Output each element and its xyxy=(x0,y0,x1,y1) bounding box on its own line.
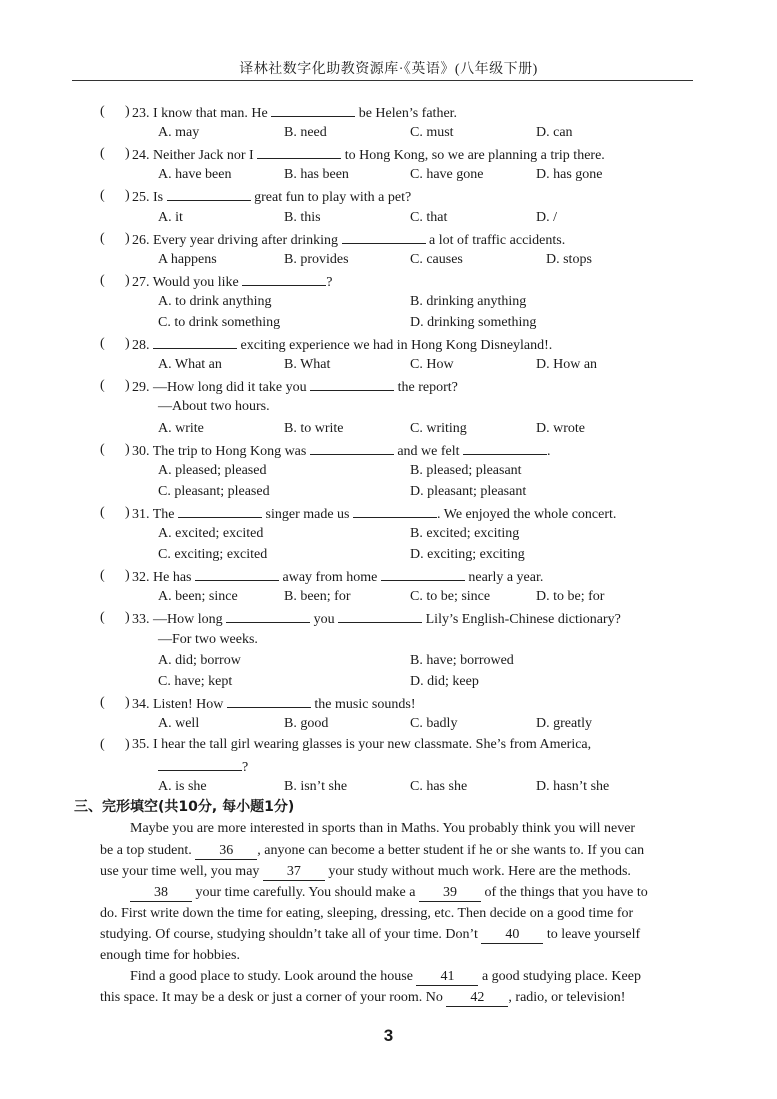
question-line-2 xyxy=(158,629,258,650)
question-32 xyxy=(100,565,700,586)
answer-blank[interactable] xyxy=(342,228,426,244)
option-d[interactable]: D. How an xyxy=(536,357,598,373)
question-text-post: nearly a year. xyxy=(464,570,544,586)
option-c[interactable]: C. causes xyxy=(410,251,463,267)
question-line-2 xyxy=(158,755,248,778)
question-33 xyxy=(100,607,700,628)
cloze-blank[interactable]: 36 xyxy=(195,843,257,860)
question-dot: . xyxy=(146,506,153,522)
option-a[interactable]: A. What an xyxy=(158,357,222,373)
text: your study without much work. Here are the methods. xyxy=(324,863,631,879)
question-text xyxy=(132,565,543,588)
question-reply: —For two weeks. xyxy=(158,631,258,647)
question-text xyxy=(132,101,457,124)
option-b[interactable]: B. provides xyxy=(284,251,349,267)
question-25 xyxy=(100,185,700,206)
question-27 xyxy=(100,270,700,291)
text: studying. Of course, studying shouldn’t take all of your time. Don’t xyxy=(100,926,482,942)
question-text-pre: Is xyxy=(153,190,167,206)
option-d[interactable]: D. to be; for xyxy=(536,589,605,605)
text: use your time well, you may xyxy=(100,863,263,879)
answer-paren-close: ) xyxy=(125,504,130,520)
option-c[interactable]: C. have gone xyxy=(410,167,484,183)
option-c[interactable]: C. must xyxy=(410,125,454,141)
option-b[interactable]: B. isn’t she xyxy=(284,779,348,795)
answer-blank[interactable] xyxy=(153,333,237,349)
paragraph-text xyxy=(100,882,730,903)
paragraph-line xyxy=(100,861,700,882)
text: , radio, or television! xyxy=(508,990,626,1006)
answer-blank[interactable] xyxy=(310,439,394,455)
question-text-mid: away from home xyxy=(279,570,381,586)
option-a[interactable]: A. it xyxy=(158,209,183,225)
option-c[interactable]: C. pleasant; pleased xyxy=(158,483,270,499)
cloze-blank[interactable]: 39 xyxy=(419,885,481,902)
question-text-post: . xyxy=(547,443,551,459)
cloze-blank[interactable]: 40 xyxy=(481,927,543,944)
page-number: 3 xyxy=(383,1026,394,1045)
question-text xyxy=(132,692,416,715)
paragraph-text xyxy=(100,818,730,839)
option-c[interactable]: C. to be; since xyxy=(410,589,491,605)
answer-paren-open: ( xyxy=(100,188,105,204)
option-d[interactable]: D. / xyxy=(536,209,557,225)
option-a[interactable]: A. did; borrow xyxy=(158,652,241,668)
question-text-post: the music sounds! xyxy=(310,696,416,712)
answer-paren-close: ) xyxy=(125,146,130,162)
question-text-pre: The trip to Hong Kong was xyxy=(152,443,310,459)
paragraph-line xyxy=(100,903,700,924)
option-a[interactable]: A. is she xyxy=(158,779,207,795)
option-d[interactable]: D. can xyxy=(536,125,573,141)
question-text-pre: I know that man. He xyxy=(153,106,272,121)
question-text xyxy=(132,228,565,251)
question-number: 27 xyxy=(132,274,146,290)
question-text xyxy=(132,734,591,755)
answer-paren-open: ( xyxy=(100,568,105,584)
question-dot: . xyxy=(146,443,153,459)
option-b[interactable]: B. been; for xyxy=(284,589,351,605)
paragraph-text xyxy=(100,966,730,987)
question-number: 35 xyxy=(132,737,146,752)
question-text-post: the report? xyxy=(394,380,458,396)
question-24 xyxy=(100,143,700,164)
text: Find a good place to study. Look around the house xyxy=(130,969,417,985)
header-rule xyxy=(72,80,693,81)
page-header: 译林社数字化助教资源库·《英语》(八年级下册) xyxy=(239,62,538,77)
answer-paren-close: ) xyxy=(125,104,130,119)
paragraph-line xyxy=(100,818,700,839)
question-dot: . xyxy=(146,380,153,396)
option-a[interactable]: A. write xyxy=(158,420,204,436)
answer-blank[interactable] xyxy=(353,502,437,518)
question-line-2 xyxy=(158,396,270,417)
option-b[interactable]: B. this xyxy=(284,209,321,225)
text: to leave yourself xyxy=(543,926,641,942)
answer-blank[interactable] xyxy=(226,607,310,623)
paragraph-text xyxy=(100,840,700,861)
paragraph-line xyxy=(100,966,700,987)
paragraph-line xyxy=(100,945,700,966)
answer-paren-open: ( xyxy=(100,336,105,352)
answer-paren-open: ( xyxy=(100,378,105,394)
answer-paren-close: ) xyxy=(125,568,130,584)
question-23 xyxy=(100,101,700,122)
answer-blank[interactable] xyxy=(195,565,279,581)
paragraph-line xyxy=(100,987,700,1008)
question-dot: . xyxy=(146,570,153,586)
option-d[interactable]: D. wrote xyxy=(536,420,585,436)
option-b[interactable]: B. What xyxy=(284,357,331,373)
answer-paren-close: ) xyxy=(125,230,130,246)
option-c[interactable]: C. have; kept xyxy=(158,673,233,689)
question-dot: . xyxy=(146,696,153,712)
option-d[interactable]: D. exciting; exciting xyxy=(410,547,525,563)
question-text-post: great fun to play with a pet? xyxy=(250,190,412,206)
question-30 xyxy=(100,439,700,460)
option-b[interactable]: B. have; borrowed xyxy=(410,652,514,668)
question-text-post: ? xyxy=(326,274,333,290)
answer-blank[interactable] xyxy=(381,565,465,581)
option-a[interactable]: A happens xyxy=(158,251,217,267)
question-number: 26 xyxy=(132,232,146,248)
question-number: 25 xyxy=(132,190,146,206)
option-d[interactable]: D. did; keep xyxy=(410,673,479,689)
question-text-pre: —How long did it take you xyxy=(153,380,311,396)
question-text-pre: The xyxy=(152,506,179,522)
answer-blank[interactable] xyxy=(167,185,251,201)
option-a[interactable]: A. may xyxy=(158,125,200,141)
question-text-pre: Neither Jack nor I xyxy=(153,148,258,164)
option-c[interactable]: C. that xyxy=(410,209,448,225)
question-text-post: exciting experience we had in Hong Kong Disneyland!. xyxy=(237,338,553,354)
paragraph-line xyxy=(100,882,700,903)
question-34 xyxy=(100,692,700,713)
question-dot: . xyxy=(146,106,153,121)
answer-paren-close: ) xyxy=(125,188,130,204)
option-b[interactable]: B. excited; exciting xyxy=(410,526,520,541)
option-a[interactable]: A. excited; excited xyxy=(158,526,264,541)
question-text-post: to Hong Kong, so we are planning a trip there. xyxy=(341,148,605,164)
answer-paren-close: ) xyxy=(125,694,130,710)
question-text xyxy=(132,143,605,166)
paragraph-text xyxy=(100,924,700,945)
answer-paren-open: ( xyxy=(100,230,105,246)
question-text xyxy=(132,502,616,525)
question-text-pre: —How long xyxy=(153,612,227,628)
question-dot: . xyxy=(146,274,153,290)
question-reply: —About two hours. xyxy=(158,399,270,415)
question-35 xyxy=(100,734,700,755)
question-text xyxy=(132,375,458,398)
option-b[interactable]: B. to write xyxy=(284,420,344,436)
question-number: 24 xyxy=(132,148,146,164)
text: enough time for hobbies. xyxy=(100,948,240,963)
text: a good studying place. Keep xyxy=(478,969,641,985)
question-dot: . xyxy=(146,737,153,752)
question-text-mid: singer made us xyxy=(262,506,353,522)
paragraph-text xyxy=(100,861,700,882)
option-b[interactable]: B. has been xyxy=(284,167,349,183)
option-d[interactable]: D. greatly xyxy=(536,715,592,731)
option-a[interactable]: A. have been xyxy=(158,167,232,183)
question-number: 31 xyxy=(132,506,146,522)
answer-paren-close: ) xyxy=(125,272,130,288)
question-dot: . xyxy=(146,232,153,248)
question-text-pre: Would you like xyxy=(152,274,243,290)
answer-blank[interactable] xyxy=(257,143,341,159)
answer-paren-open: ( xyxy=(100,504,105,520)
text: do. First write down the time for eating, sleeping, dressing, etc. Then decide on a good time for xyxy=(100,905,634,921)
answer-paren-open: ( xyxy=(100,441,105,457)
question-text-pre: Listen! How xyxy=(153,696,227,712)
answer-paren-open: ( xyxy=(100,272,105,288)
option-d[interactable]: D. drinking something xyxy=(410,315,537,330)
question-text-post: Lily’s English-Chinese dictionary? xyxy=(422,612,621,628)
cloze-blank[interactable]: 38 xyxy=(130,885,192,902)
question-dot: . xyxy=(146,148,153,164)
question-text-pre: He has xyxy=(153,570,195,586)
question-29 xyxy=(100,375,700,396)
section-title: 三、完形填空(共10分, 每小题1分) xyxy=(74,799,295,816)
text: Maybe you are more interested in sports than in Maths. You probably think you will never xyxy=(130,821,636,837)
question-text xyxy=(132,607,621,630)
question-dot: . xyxy=(146,612,153,628)
option-a[interactable]: A. pleased; pleased xyxy=(158,462,267,478)
question-number: 23 xyxy=(132,106,146,121)
question-number: 29 xyxy=(132,380,146,396)
option-d[interactable]: D. hasn’t she xyxy=(536,779,610,795)
question-text xyxy=(132,333,552,356)
option-c[interactable]: C. writing xyxy=(410,420,467,436)
option-c[interactable]: C. How xyxy=(410,357,454,373)
question-dot: . xyxy=(146,338,153,354)
cloze-blank[interactable]: 37 xyxy=(263,864,325,881)
answer-paren-close: ) xyxy=(125,378,130,394)
answer-blank[interactable] xyxy=(338,607,422,623)
paragraph-line xyxy=(100,924,700,945)
text: of the things that you have to xyxy=(480,884,648,900)
option-b[interactable]: B. pleased; pleasant xyxy=(410,462,522,478)
answer-paren-open: ( xyxy=(100,694,105,710)
option-d[interactable]: D. pleasant; pleasant xyxy=(410,483,527,499)
answer-paren-open: ( xyxy=(100,610,105,626)
paragraph-line xyxy=(100,840,700,861)
answer-blank[interactable] xyxy=(242,270,326,286)
option-d[interactable]: D. has gone xyxy=(536,167,603,183)
option-b[interactable]: B. good xyxy=(284,715,329,731)
option-b[interactable]: B. drinking anything xyxy=(410,293,527,309)
question-text-post: a lot of traffic accidents. xyxy=(425,232,566,248)
option-a[interactable]: A. to drink anything xyxy=(158,293,272,309)
paragraph-text xyxy=(100,945,700,966)
option-c[interactable]: C. to drink something xyxy=(158,315,281,330)
answer-paren-open: ( xyxy=(100,146,105,162)
answer-blank[interactable] xyxy=(227,692,311,708)
option-a[interactable]: A. well xyxy=(158,715,200,731)
question-28 xyxy=(100,333,700,354)
question-text-pre: Every year driving after drinking xyxy=(153,232,342,248)
answer-blank[interactable] xyxy=(310,375,394,391)
answer-paren-close: ) xyxy=(125,737,130,752)
option-b[interactable]: B. need xyxy=(284,125,327,141)
answer-blank[interactable] xyxy=(178,502,262,518)
question-text-mid: and we felt xyxy=(393,443,464,459)
question-26 xyxy=(100,228,700,249)
answer-blank[interactable] xyxy=(463,439,547,455)
option-a[interactable]: A. been; since xyxy=(158,589,238,605)
question-text xyxy=(132,439,551,462)
answer-paren-open: ( xyxy=(100,104,105,119)
paragraph-text xyxy=(100,987,700,1008)
option-c[interactable]: C. badly xyxy=(410,715,458,731)
paragraph-text xyxy=(100,903,700,924)
question-text xyxy=(132,185,411,208)
answer-paren-close: ) xyxy=(125,441,130,457)
cloze-blank[interactable]: 42 xyxy=(446,990,508,1007)
answer-paren-open: ( xyxy=(100,737,105,752)
answer-blank[interactable] xyxy=(158,755,242,771)
text: , anyone can become a better student if he or she wants to. If you can xyxy=(257,842,645,858)
question-dot: . xyxy=(146,190,153,206)
option-c[interactable]: C. has she xyxy=(410,779,468,795)
question-number: 32 xyxy=(132,570,146,586)
question-text-post: be Helen’s father. xyxy=(355,106,458,121)
answer-paren-close: ) xyxy=(125,610,130,626)
option-d[interactable]: D. stops xyxy=(546,251,592,267)
text: your time carefully. You should make a xyxy=(192,884,419,900)
text: this space. It may be a desk or just a corner of your room. No xyxy=(100,990,447,1006)
question-number: 28 xyxy=(132,338,146,354)
answer-blank[interactable] xyxy=(271,101,355,117)
text: be a top student. xyxy=(100,842,196,858)
option-c[interactable]: C. exciting; excited xyxy=(158,547,268,563)
question-text-mid: you xyxy=(310,612,339,628)
question-text-post: . We enjoyed the whole concert. xyxy=(437,506,617,522)
question-number: 34 xyxy=(132,696,146,712)
question-text-post: ? xyxy=(242,760,249,776)
question-number: 30 xyxy=(132,443,146,459)
question-text-pre: I hear the tall girl wearing glasses is your new classmate. She’s from America, xyxy=(153,737,592,752)
answer-paren-close: ) xyxy=(125,336,130,352)
question-31 xyxy=(100,502,700,523)
question-text xyxy=(132,270,332,293)
cloze-blank[interactable]: 41 xyxy=(416,969,478,986)
question-number: 33 xyxy=(132,612,146,628)
